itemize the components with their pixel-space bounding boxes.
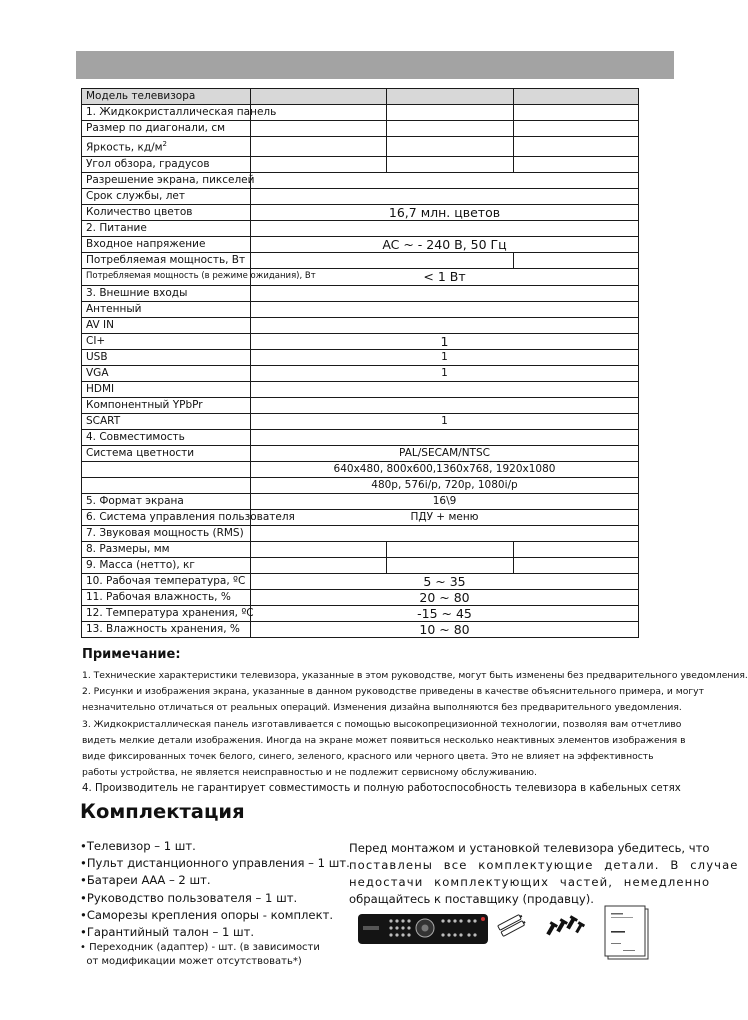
note-line: незначительно отличаться от реальных операций. Изменения дизайна выполняются без предварительного уведомления. bbox=[82, 702, 682, 714]
spec-cell bbox=[387, 121, 514, 137]
spec-row bbox=[82, 509, 639, 525]
spec-value: 1 bbox=[251, 413, 639, 429]
spec-cell bbox=[387, 557, 514, 573]
spec-label: Разрешение экрана, пикселей bbox=[82, 172, 251, 188]
spec-cell bbox=[387, 156, 514, 172]
spec-label: Срок службы, лет bbox=[82, 188, 251, 204]
spec-label: VGA bbox=[82, 365, 251, 381]
spec-value bbox=[251, 301, 639, 317]
header-bar bbox=[76, 51, 674, 79]
kit-adapter-line: • Переходник (адаптер) - шт. (в зависимости bbox=[80, 942, 320, 954]
spec-value: < 1 Вт bbox=[251, 268, 639, 285]
spec-row bbox=[82, 557, 639, 573]
spec-cell bbox=[514, 156, 639, 172]
kit-item: •Саморезы крепления опоры - комплект. bbox=[80, 907, 334, 922]
spec-label: 11. Рабочая влажность, % bbox=[82, 589, 251, 605]
spec-label: SCART bbox=[82, 413, 251, 429]
note-line: 2. Рисунки и изображения экрана, указанные в данном руководстве приведены в качестве объяснительного примера, и могут bbox=[82, 686, 704, 698]
spec-label: 2. Питание bbox=[82, 220, 251, 236]
spec-label: 3. Внешние входы bbox=[82, 285, 251, 301]
note-line: 1. Технические характеристики телевизора, указанные в этом руководстве, могут быть изменены без предварительного уведомления. bbox=[82, 670, 748, 681]
spec-label: 13. Влажность хранения, % bbox=[82, 621, 251, 637]
spec-row bbox=[82, 317, 639, 333]
spec-row bbox=[82, 461, 639, 477]
spec-value: 16\9 bbox=[251, 493, 639, 509]
spec-row bbox=[82, 349, 639, 365]
spec-label-sup: 2 bbox=[162, 140, 168, 148]
spec-row bbox=[82, 397, 639, 413]
spec-row bbox=[82, 236, 639, 252]
spec-row bbox=[82, 172, 639, 188]
spec-value: 20 ~ 80 bbox=[251, 589, 639, 605]
spec-value: 1 bbox=[251, 333, 639, 349]
spec-row bbox=[82, 105, 639, 121]
spec-row bbox=[82, 477, 639, 493]
spec-value bbox=[251, 317, 639, 333]
kit-text-line: недостачи комплектующих частей, немедленно bbox=[349, 875, 711, 889]
spec-value: 10 ~ 80 bbox=[251, 621, 639, 637]
spec-row bbox=[82, 621, 639, 637]
spec-value: -15 ~ 45 bbox=[251, 605, 639, 621]
spec-row bbox=[82, 204, 639, 220]
kit-item: •Гарантийный талон – 1 шт. bbox=[80, 925, 255, 940]
spec-row bbox=[82, 429, 639, 445]
kit-adapter-line: от модификации может отсутствовать*) bbox=[80, 956, 302, 968]
spec-value bbox=[251, 397, 639, 413]
spec-row bbox=[82, 381, 639, 397]
spec-label: CI+ bbox=[82, 333, 251, 349]
spec-cell bbox=[514, 252, 639, 268]
spec-row bbox=[82, 89, 639, 105]
spec-value: 16,7 млн. цветов bbox=[251, 204, 639, 220]
spec-cell bbox=[251, 121, 387, 137]
spec-label: Потребляемая мощность (в режиме ожидания), Вт bbox=[82, 268, 251, 285]
spec-row bbox=[82, 445, 639, 461]
spec-cell bbox=[514, 557, 639, 573]
spec-cell bbox=[251, 541, 387, 557]
spec-label: HDMI bbox=[82, 381, 251, 397]
spec-label: Модель телевизора bbox=[82, 89, 251, 105]
spec-value: PAL/SECAM/NTSC bbox=[251, 445, 639, 461]
spec-value: 1 bbox=[251, 365, 639, 381]
kit-text-line: поставлены все комплектующие детали. В случае bbox=[349, 858, 739, 872]
spec-row bbox=[82, 413, 639, 429]
spec-value: 1 bbox=[251, 349, 639, 365]
spec-cell bbox=[251, 89, 387, 105]
note-line: 3. Жидкокристаллическая панель изготавливается с помощью высокопрецизионной технологии, позволяя вам отчетливо bbox=[82, 718, 682, 730]
spec-row bbox=[82, 188, 639, 204]
spec-row bbox=[82, 285, 639, 301]
spec-label: 4. Совместимость bbox=[82, 429, 251, 445]
spec-cell bbox=[514, 541, 639, 557]
spec-label: Количество цветов bbox=[82, 204, 251, 220]
spec-cell bbox=[387, 105, 514, 121]
spec-label: USB bbox=[82, 349, 251, 365]
spec-value bbox=[251, 525, 639, 541]
spec-value bbox=[251, 220, 639, 236]
spec-row bbox=[82, 301, 639, 317]
spec-row bbox=[82, 493, 639, 509]
spec-row bbox=[82, 121, 639, 137]
spec-row bbox=[82, 605, 639, 621]
spec-value: 480p, 576i/p, 720p, 1080i/p bbox=[251, 477, 639, 493]
spec-cell bbox=[387, 89, 514, 105]
spec-cell bbox=[251, 252, 514, 268]
kit-item: •Батареи ААА – 2 шт. bbox=[80, 873, 211, 888]
batteries-image bbox=[498, 913, 526, 937]
spec-value: 640x480, 800x600,1360x768, 1920x1080 bbox=[251, 461, 639, 477]
spec-row bbox=[82, 333, 639, 349]
kit-text-line: обращайтесь к поставщику (продавцу). bbox=[349, 892, 594, 906]
spec-row bbox=[82, 365, 639, 381]
notes-block bbox=[82, 668, 748, 798]
spec-label bbox=[82, 477, 251, 493]
spec-label: 10. Рабочая температура, ºС bbox=[82, 573, 251, 589]
spec-cell bbox=[251, 156, 387, 172]
kit-item: •Руководство пользователя – 1 шт. bbox=[80, 890, 298, 905]
spec-label: AV IN bbox=[82, 317, 251, 333]
spec-value: 5 ~ 35 bbox=[251, 573, 639, 589]
spec-table bbox=[81, 88, 639, 638]
kit-title: Комплектация bbox=[80, 800, 245, 823]
spec-row bbox=[82, 541, 639, 557]
spec-cell bbox=[514, 105, 639, 121]
spec-cell bbox=[387, 137, 514, 157]
kit-item: •Пульт дистанционного управления – 1 шт. bbox=[80, 856, 350, 871]
spec-label: 7. Звуковая мощность (RMS) bbox=[82, 525, 251, 541]
user-manual-image bbox=[603, 905, 651, 961]
spec-cell bbox=[514, 89, 639, 105]
notes-title: Примечание: bbox=[82, 647, 181, 662]
screws-image bbox=[542, 913, 584, 941]
spec-label: Потребляемая мощность, Вт bbox=[82, 252, 251, 268]
spec-label bbox=[82, 461, 251, 477]
spec-label: 5. Формат экрана bbox=[82, 493, 251, 509]
spec-value bbox=[251, 285, 639, 301]
spec-value: AC ~ - 240 В, 50 Гц bbox=[251, 236, 639, 252]
spec-label: Угол обзора, градусов bbox=[82, 156, 251, 172]
spec-label: Система цветности bbox=[82, 445, 251, 461]
kit-text-line: Перед монтажом и установкой телевизора убедитесь, что bbox=[349, 841, 710, 855]
spec-row bbox=[82, 573, 639, 589]
spec-cell bbox=[251, 557, 387, 573]
spec-cell bbox=[514, 121, 639, 137]
spec-value bbox=[251, 381, 639, 397]
kit-instruction bbox=[349, 840, 739, 908]
spec-label: 6. Система управления пользователя bbox=[82, 509, 251, 525]
spec-label: Яркость, $кд/м^2$ bbox=[82, 137, 251, 157]
spec-label: Антенный bbox=[82, 301, 251, 317]
kit-list bbox=[80, 838, 350, 969]
spec-cell bbox=[514, 137, 639, 157]
spec-cell bbox=[251, 137, 387, 157]
spec-value bbox=[251, 188, 639, 204]
spec-row bbox=[82, 137, 639, 157]
note-line: работы устройства, не является неисправностью и не подлежит сервисному обслуживанию. bbox=[82, 767, 537, 779]
spec-label: 9. Масса (нетто), кг bbox=[82, 557, 251, 573]
spec-label: 1. Жидкокристаллическая панель bbox=[82, 105, 251, 121]
spec-value bbox=[251, 172, 639, 188]
spec-row bbox=[82, 268, 639, 285]
spec-label: Входное напряжение bbox=[82, 236, 251, 252]
kit-item: •Телевизор – 1 шт. bbox=[80, 839, 196, 853]
spec-value: ПДУ + меню bbox=[251, 509, 639, 525]
spec-row bbox=[82, 525, 639, 541]
note-line-4: 4. Производитель не гарантирует совместимость и полную работоспособность телевизора в кабельных сетях bbox=[82, 783, 681, 795]
remote-control-image bbox=[357, 910, 489, 948]
note-line: виде фиксированных точек белого, синего, зеленого, красного или черного цвета. Это не влияет на эффективность bbox=[82, 751, 654, 763]
spec-value bbox=[251, 429, 639, 445]
spec-label: Размер по диагонали, см bbox=[82, 121, 251, 137]
spec-row bbox=[82, 220, 639, 236]
spec-label: Компонентный YPbPr bbox=[82, 397, 251, 413]
spec-row bbox=[82, 156, 639, 172]
spec-label: 12. Температура хранения, ºС bbox=[82, 605, 251, 621]
spec-row bbox=[82, 589, 639, 605]
spec-cell bbox=[387, 541, 514, 557]
note-line: видеть мелкие детали изображения. Иногда на экране может появиться несколько неактивных элементов изображения в bbox=[82, 734, 686, 746]
spec-row bbox=[82, 252, 639, 268]
spec-label: 8. Размеры, мм bbox=[82, 541, 251, 557]
